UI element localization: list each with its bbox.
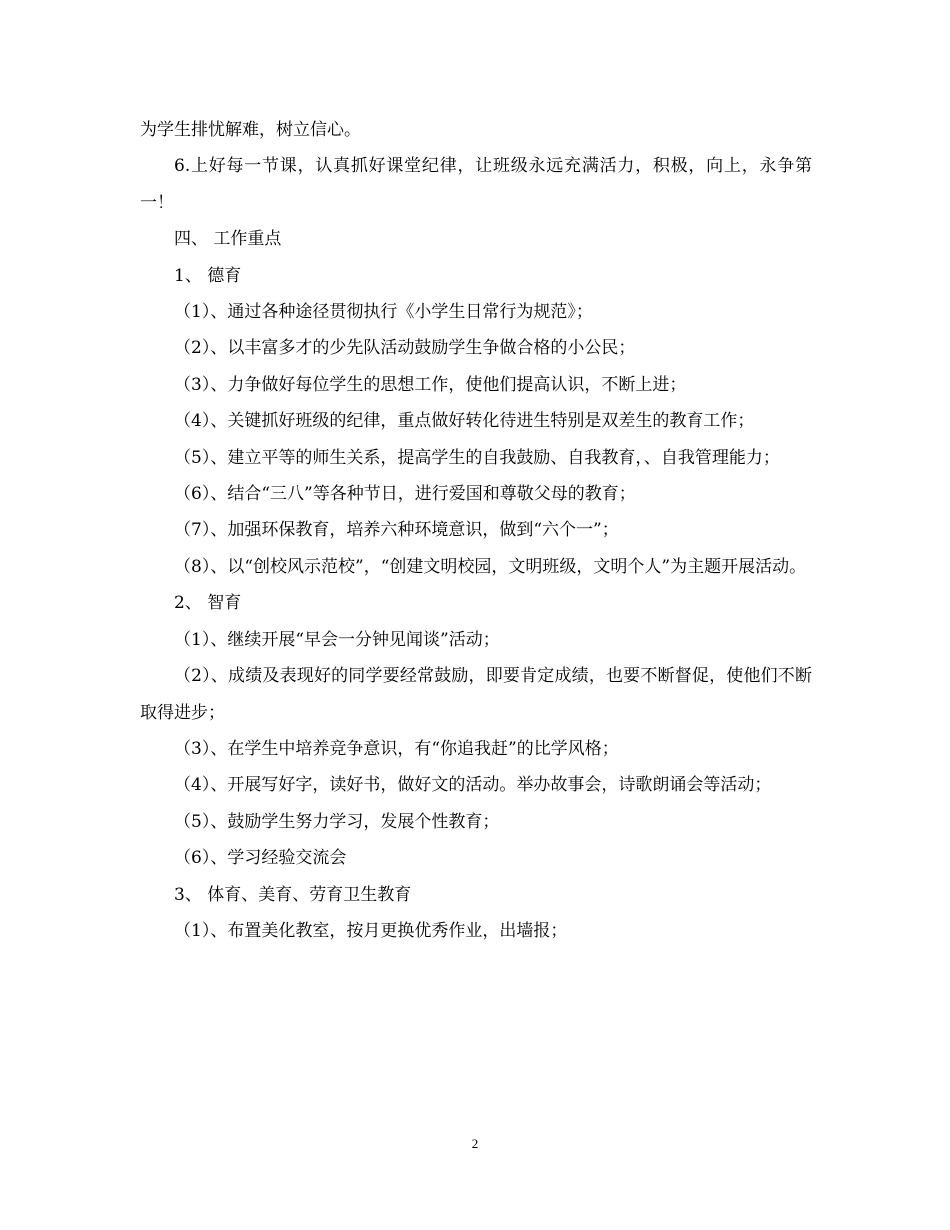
list-item: （5）、建立平等的师生关系，提高学生的自我鼓励、自我教育，、自我管理能力； xyxy=(174,447,780,468)
list-item: （1）、通过各种途径贯彻执行《小学生日常行为规范》； xyxy=(174,302,593,323)
list-item: （4）、开展写好字，读好书，做好文的活动。举办故事会，诗歌朗诵会等活动； xyxy=(174,775,772,796)
list-item: （1）、布置美化教室，按月更换优秀作业，出墙报； xyxy=(174,920,568,941)
list-item: （7）、加强环保教育，培养六种环境意识，做到“六个一”； xyxy=(174,520,619,541)
paragraph: 6.上好每一节课，认真抓好课堂纪律，让班级永远充满活力，积极，向上，永争第一！ xyxy=(140,156,812,213)
list-item: （6）、结合“三八”等各种节日，进行爱国和尊敬父母的教育； xyxy=(174,484,636,505)
list-item: （5）、鼓励学生努力学习，发展个性教育； xyxy=(174,811,500,832)
list-item: （2）、以丰富多才的少先队活动鼓励学生争做合格的小公民； xyxy=(174,338,636,359)
section-heading: 四、 工作重点 xyxy=(174,229,282,250)
list-item: （1）、继续开展“早会一分钟见闻谈”活动； xyxy=(174,629,500,650)
list-item: （4）、关键抓好班级的纪律，重点做好转化待进生特别是双差生的教育工作； xyxy=(174,411,755,432)
list-item: （8）、以“创校风示范校”，“创建文明校园，文明班级，文明个人”为主题开展活动。 xyxy=(174,556,807,577)
list-item: （3）、力争做好每位学生的思想工作，使他们提高认识，不断上进； xyxy=(174,374,687,395)
list-item: （6）、学习经验交流会 xyxy=(174,848,347,869)
list-item: （2）、成绩及表现好的同学要经常鼓励，即要肯定成绩，也要不断督促，使他们不断取得进步； xyxy=(140,666,812,723)
paragraph: 为学生排忧解难，树立信心。 xyxy=(140,120,361,140)
list-item: （3）、在学生中培养竞争意识，有“你追我赶”的比学风格； xyxy=(174,738,619,759)
subsection-heading: 3、 体育、美育、劳育卫生教育 xyxy=(174,884,412,905)
subsection-heading: 2、 智育 xyxy=(174,593,242,614)
document-body xyxy=(140,112,812,949)
page-number: 2 xyxy=(471,1136,479,1151)
subsection-heading: 1、 德育 xyxy=(174,265,242,286)
